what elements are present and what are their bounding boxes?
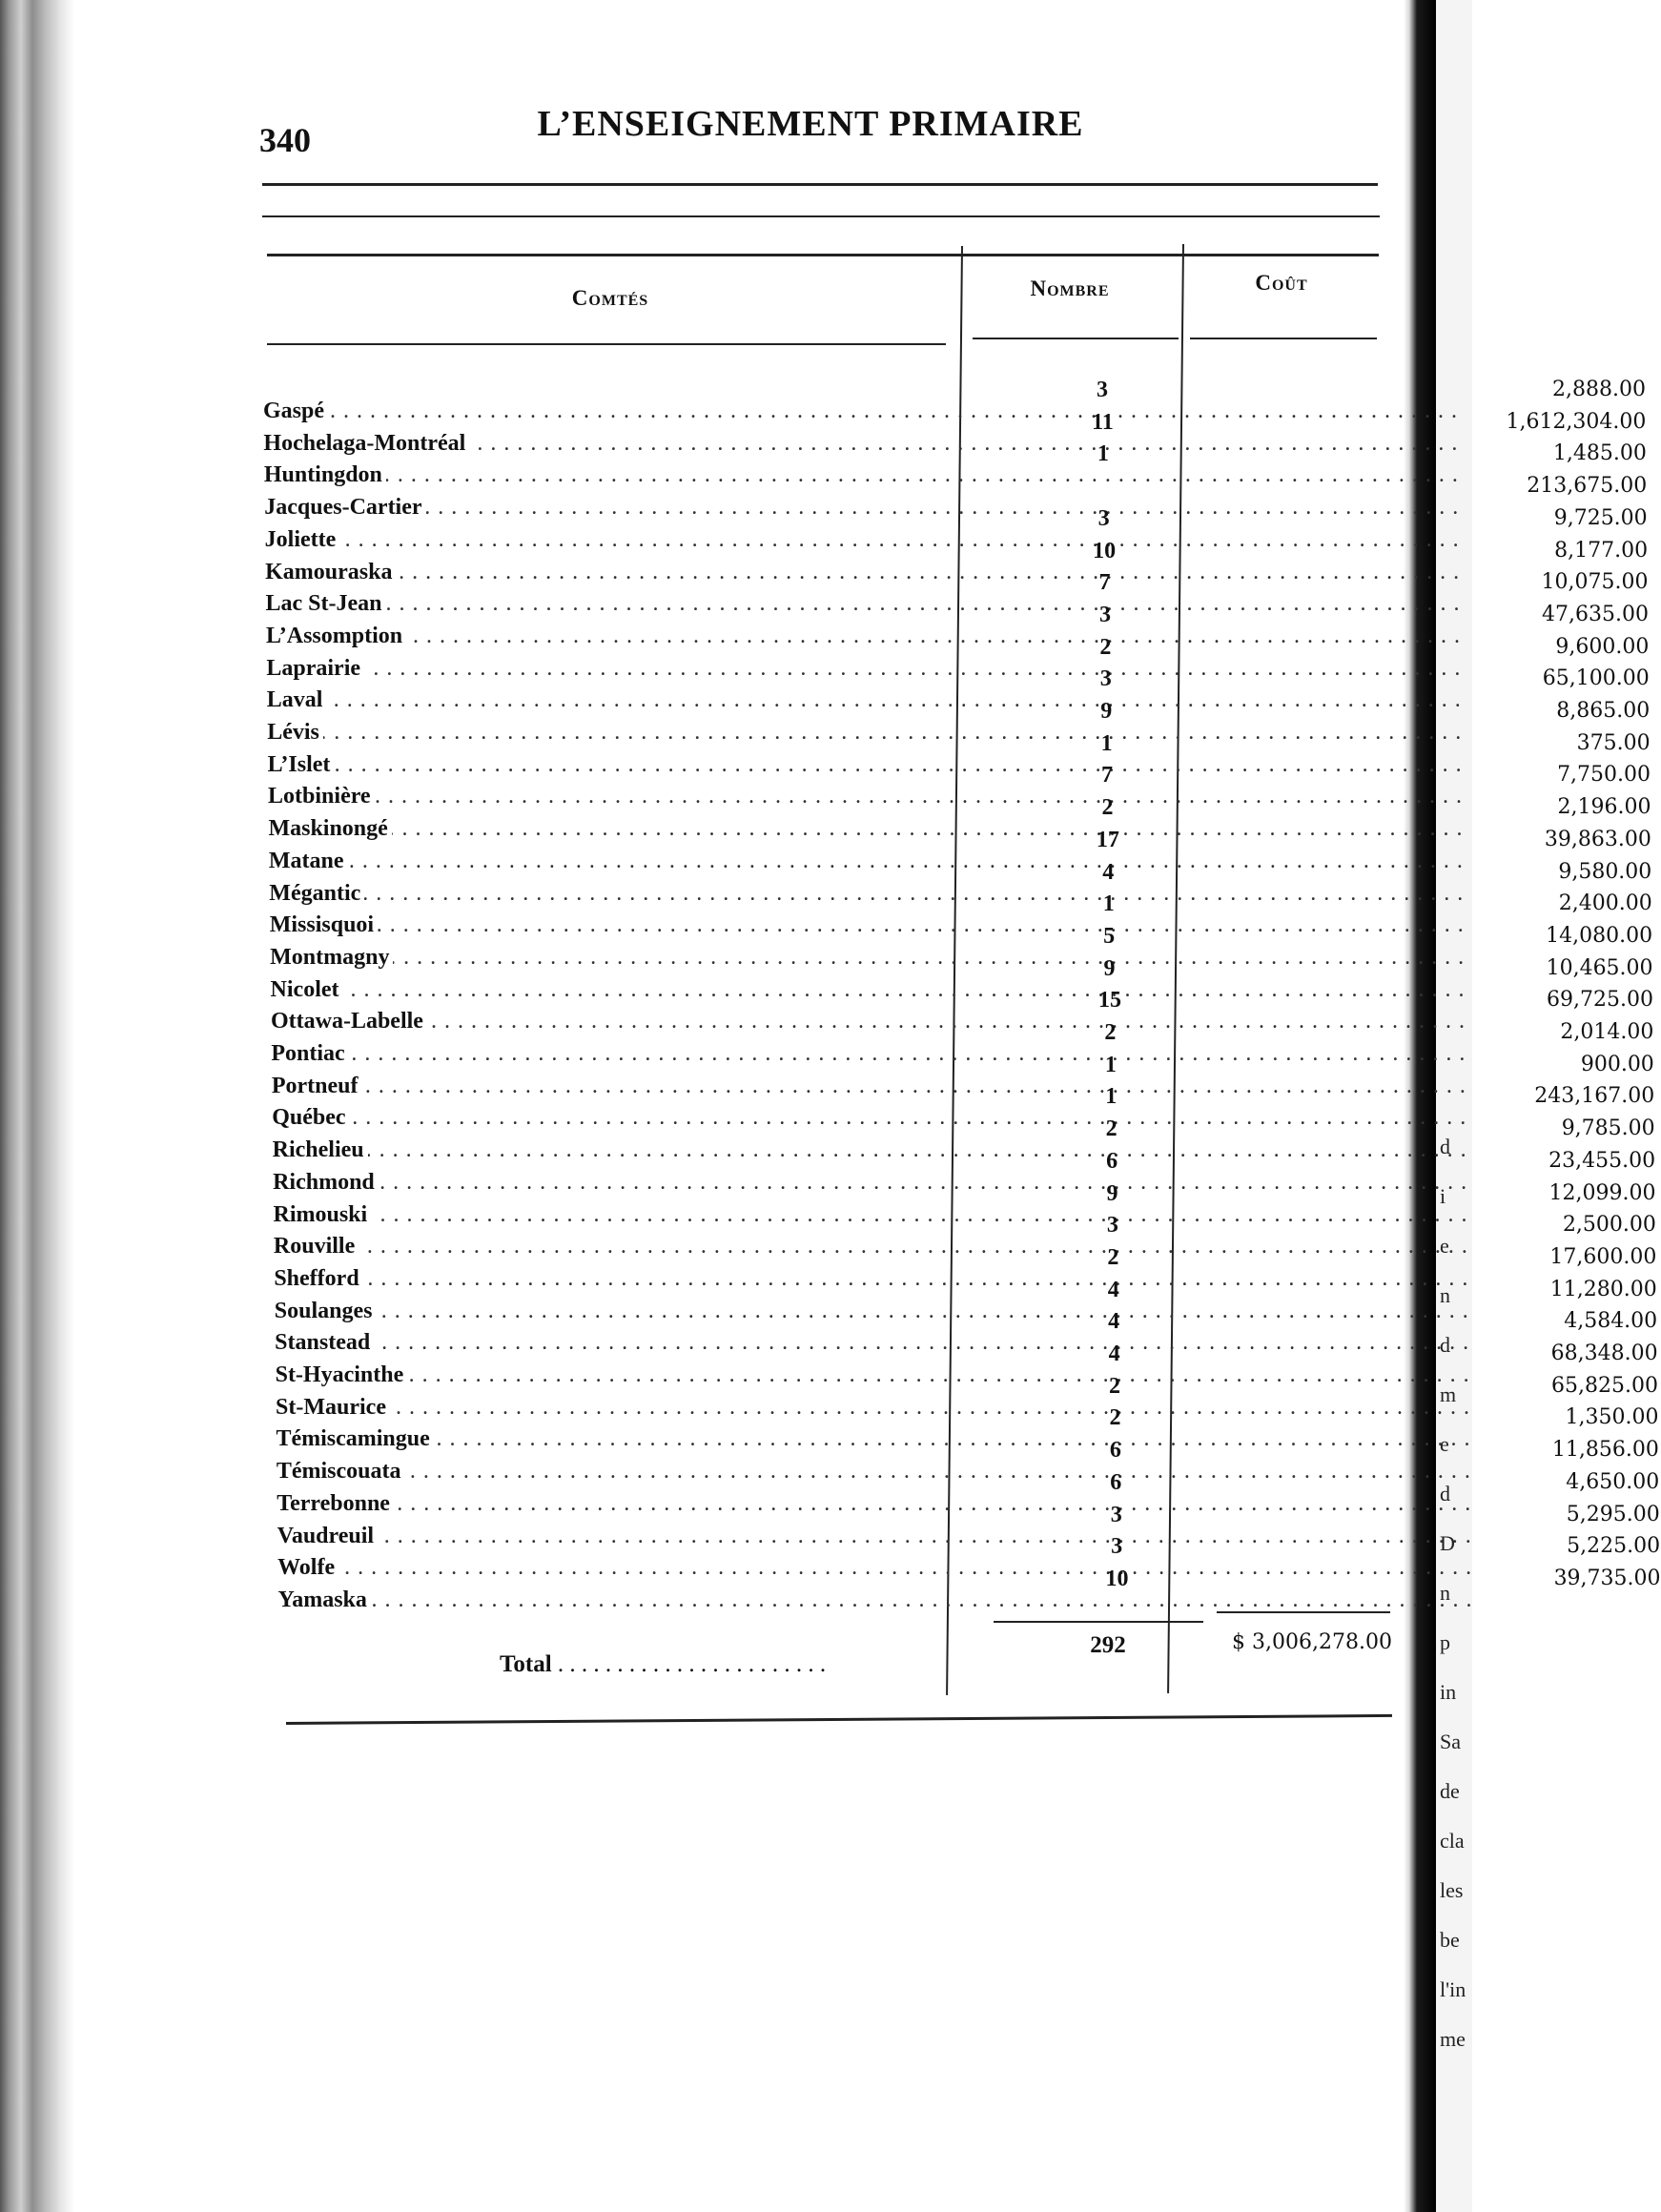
facing-page-text-fragment: m bbox=[1440, 1382, 1457, 1406]
school-count: 3 bbox=[1097, 378, 1108, 402]
county-name: Maskinongé . . . bbox=[268, 816, 964, 849]
facing-page-text-fragment: be bbox=[1440, 1928, 1460, 1952]
county-name: Missisquoi . . . bbox=[270, 912, 966, 945]
cost-value: 213,675.00 bbox=[1527, 474, 1648, 499]
facing-page-text-fragment: d bbox=[1440, 1333, 1450, 1357]
county-name: Mégantic . . . bbox=[269, 881, 965, 913]
cost-value: 17,600.00 bbox=[1549, 1244, 1657, 1269]
school-count: 2 bbox=[1109, 1373, 1121, 1399]
county-name: Lévis . . . bbox=[267, 720, 963, 752]
cost-value: 65,825.00 bbox=[1551, 1373, 1659, 1398]
facing-page-text-fragment: de bbox=[1440, 1779, 1460, 1803]
county-name: Témiscouata . . . bbox=[277, 1459, 973, 1491]
total-number: 292 bbox=[1090, 1632, 1126, 1658]
school-count: 11 bbox=[1092, 409, 1114, 435]
school-count: 1 bbox=[1105, 1084, 1118, 1110]
school-count: 3 bbox=[1099, 666, 1112, 692]
school-count: 6 bbox=[1106, 1148, 1118, 1174]
county-name: Rouville . . . bbox=[274, 1234, 970, 1266]
school-count: 3 bbox=[1111, 1534, 1123, 1560]
county-name: Terrebonne . . . bbox=[277, 1491, 973, 1524]
cost-value: 2,400.00 bbox=[1558, 891, 1652, 916]
cost-value: 9,725.00 bbox=[1553, 505, 1648, 530]
cost-value: 1,485.00 bbox=[1552, 441, 1647, 466]
school-count: 7 bbox=[1101, 763, 1114, 789]
county-name: Richmond . . . bbox=[273, 1170, 969, 1202]
county-name: Rimouski . . . bbox=[274, 1202, 970, 1235]
cost-value: 69,725.00 bbox=[1547, 988, 1653, 1013]
facing-page-text-fragment: e bbox=[1440, 1234, 1449, 1258]
facing-page-text-fragment: n bbox=[1440, 1581, 1450, 1605]
school-count: 3 bbox=[1097, 505, 1110, 531]
county-name: Stanstead . . . bbox=[275, 1330, 971, 1362]
school-count: 5 bbox=[1103, 923, 1116, 949]
facing-page-text-fragment: in bbox=[1440, 1680, 1457, 1704]
cost-value: 4,650.00 bbox=[1566, 1469, 1660, 1494]
facing-page-text-fragment: D bbox=[1440, 1531, 1455, 1555]
cost-value: 1,350.00 bbox=[1565, 1405, 1659, 1430]
cost-value: 10,465.00 bbox=[1546, 955, 1653, 980]
cost-value: 9,600.00 bbox=[1555, 634, 1650, 659]
school-count: 2 bbox=[1107, 1244, 1119, 1270]
school-count: 2 bbox=[1099, 634, 1112, 660]
school-count: 2 bbox=[1104, 1020, 1117, 1045]
cost-value: 11,856.00 bbox=[1551, 1438, 1659, 1463]
county-name: L’Islet . . . bbox=[268, 752, 964, 785]
school-count: 1 bbox=[1097, 441, 1109, 467]
header-separator-cost bbox=[1190, 338, 1377, 339]
cost-value: 8,177.00 bbox=[1554, 538, 1649, 563]
school-count: 4 bbox=[1108, 1342, 1120, 1366]
cost-value: 8,865.00 bbox=[1556, 699, 1651, 723]
facing-page-text-fragment: d bbox=[1440, 1482, 1450, 1505]
school-count: 6 bbox=[1110, 1469, 1122, 1495]
facing-page-text-fragment: d bbox=[1440, 1135, 1450, 1158]
school-count: 9 bbox=[1103, 955, 1116, 981]
cost-value: 47,635.00 bbox=[1541, 602, 1649, 626]
cost-value: 65,100.00 bbox=[1542, 666, 1650, 691]
cost-value: 10,075.00 bbox=[1541, 570, 1649, 595]
page-number: 340 bbox=[259, 121, 311, 159]
school-count: 10 bbox=[1105, 1566, 1129, 1591]
county-name: Jacques-Cartier . . . bbox=[264, 495, 960, 527]
facing-page-text-fragment: e bbox=[1440, 1432, 1449, 1456]
header-separator-number bbox=[973, 338, 1179, 339]
school-count: 1 bbox=[1104, 1052, 1117, 1077]
school-count: 4 bbox=[1102, 859, 1115, 885]
school-count: 15 bbox=[1097, 988, 1121, 1014]
county-name: Québec . . . bbox=[272, 1105, 968, 1137]
county-name: Laval . . . bbox=[267, 687, 963, 720]
county-name: Portneuf . . . bbox=[272, 1074, 968, 1106]
county-name: L’Assomption . . . bbox=[266, 624, 962, 656]
school-count: 17 bbox=[1096, 827, 1119, 852]
county-name: Lotbinière . . . bbox=[268, 784, 964, 816]
cost-value: 5,295.00 bbox=[1566, 1502, 1660, 1526]
table-top-rule bbox=[267, 254, 1379, 256]
school-count: 3 bbox=[1098, 602, 1111, 627]
county-name: Matane . . . bbox=[269, 849, 965, 881]
county-name: Hochelaga-Montréal . . . bbox=[263, 431, 959, 463]
school-count: 7 bbox=[1098, 570, 1111, 596]
school-count: 1 bbox=[1100, 730, 1113, 756]
county-name: Montmagny . . . bbox=[270, 945, 966, 977]
county-name: Yamaska . . . bbox=[278, 1587, 974, 1620]
county-name: Pontiac . . . bbox=[271, 1041, 967, 1074]
school-count: 9 bbox=[1106, 1180, 1118, 1206]
county-name: Shefford . . . bbox=[274, 1266, 970, 1299]
school-count: 1 bbox=[1102, 891, 1115, 917]
facing-page-text-fragment: l'in bbox=[1440, 1977, 1466, 2001]
county-name: Lac St-Jean . . . bbox=[266, 591, 962, 624]
column-header-cost: Coût bbox=[1255, 271, 1308, 295]
facing-page-text-fragment: me bbox=[1440, 2027, 1466, 2051]
column-header-number: Nombre bbox=[1030, 276, 1110, 300]
cost-value: 39,863.00 bbox=[1544, 827, 1651, 851]
school-count: 6 bbox=[1109, 1438, 1121, 1464]
cost-value: 2,014.00 bbox=[1560, 1020, 1654, 1044]
cost-value: 12,099.00 bbox=[1548, 1180, 1656, 1205]
cost-value: 900.00 bbox=[1580, 1052, 1654, 1076]
facing-page-text-fragment: cla bbox=[1440, 1829, 1465, 1853]
county-name: Ottawa-Labelle . . . bbox=[271, 1009, 967, 1041]
facing-page-text-fragment: Sa bbox=[1440, 1730, 1461, 1753]
cost-value: 9,580.00 bbox=[1558, 859, 1652, 884]
school-count: 2 bbox=[1101, 795, 1114, 821]
school-count: 10 bbox=[1093, 538, 1117, 563]
cost-value: 243,167.00 bbox=[1534, 1084, 1655, 1109]
school-count: 9 bbox=[1100, 699, 1113, 724]
county-name: St-Maurice . . . bbox=[276, 1395, 972, 1427]
total-separator-number bbox=[994, 1621, 1203, 1623]
county-name: Gaspé . . . bbox=[263, 399, 959, 431]
total-label: Total . . . . . . . . . . . . . . . . . . . . . . . bbox=[500, 1651, 827, 1677]
cost-value: 39,735.00 bbox=[1553, 1566, 1661, 1590]
county-name: Soulanges . . . bbox=[275, 1299, 971, 1331]
school-count: 2 bbox=[1105, 1116, 1118, 1142]
total-cost: $ 3,006,278.00 bbox=[1232, 1630, 1392, 1654]
cost-value: 375.00 bbox=[1576, 730, 1651, 755]
county-name: Huntingdon . . . bbox=[264, 462, 960, 495]
county-name: Kamouraska . . . bbox=[265, 560, 961, 592]
cost-value: 5,225.00 bbox=[1567, 1534, 1661, 1559]
column-header-county: Comtés bbox=[571, 286, 649, 310]
cost-value: 14,080.00 bbox=[1546, 923, 1653, 948]
county-name: Richelieu . . . bbox=[273, 1137, 969, 1170]
school-count: 4 bbox=[1107, 1277, 1119, 1302]
cost-value: 1,612,304.00 bbox=[1506, 409, 1647, 434]
county-name: Nicolet . . . bbox=[271, 977, 967, 1010]
county-name: Laprairie . . . bbox=[266, 656, 962, 688]
county-name: Wolfe . . . bbox=[277, 1555, 974, 1587]
cost-value: 4,584.00 bbox=[1564, 1309, 1658, 1334]
cost-value: 7,750.00 bbox=[1557, 763, 1651, 788]
cost-value: 9,785.00 bbox=[1561, 1116, 1655, 1141]
cost-value: 23,455.00 bbox=[1548, 1148, 1656, 1173]
school-count: 3 bbox=[1106, 1213, 1118, 1239]
cost-value: 11,280.00 bbox=[1549, 1277, 1657, 1301]
running-title: L’ENSEIGNEMENT PRIMAIRE bbox=[537, 104, 1084, 144]
county-name: Joliette . . . bbox=[265, 527, 961, 560]
school-count: 2 bbox=[1109, 1405, 1121, 1431]
cost-value: 2,888.00 bbox=[1552, 378, 1646, 401]
table-bottom-rule bbox=[286, 1714, 1392, 1725]
cost-value: 2,196.00 bbox=[1557, 795, 1651, 820]
school-count: 3 bbox=[1110, 1502, 1122, 1527]
county-name: Vaudreuil . . . bbox=[277, 1524, 974, 1556]
county-name: Témiscamingue . . . bbox=[276, 1426, 972, 1459]
facing-page-text-fragment: i bbox=[1440, 1184, 1446, 1208]
total-separator-cost bbox=[1217, 1611, 1390, 1613]
facing-page-text-fragment: n bbox=[1440, 1283, 1450, 1307]
county-name: St-Hyacinthe . . . bbox=[276, 1362, 972, 1395]
facing-page-text-fragment: les bbox=[1440, 1878, 1464, 1902]
school-count: 4 bbox=[1108, 1309, 1120, 1335]
header-separator-county bbox=[267, 343, 946, 345]
facing-page-text-fragment: p bbox=[1440, 1630, 1450, 1654]
cost-value: 2,500.00 bbox=[1562, 1213, 1656, 1238]
cost-value: 68,348.00 bbox=[1550, 1342, 1658, 1365]
